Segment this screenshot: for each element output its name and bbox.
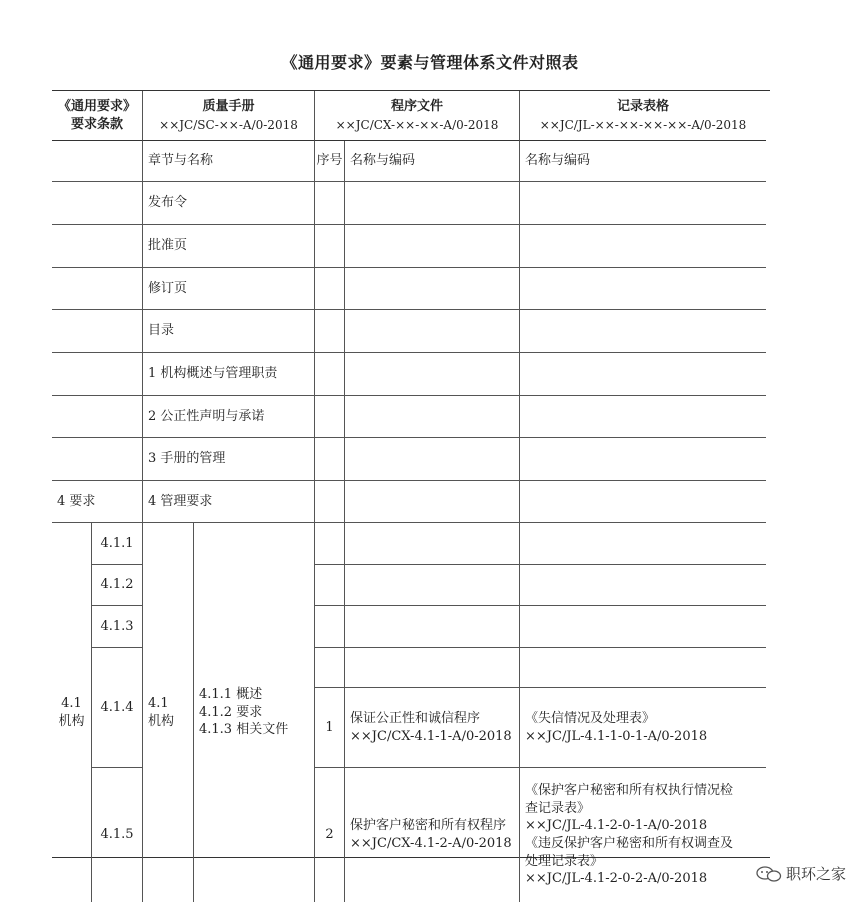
- wechat-icon: [756, 866, 782, 882]
- table-cell: [52, 353, 143, 396]
- table-cell: [315, 225, 345, 268]
- table-cell: [52, 438, 143, 481]
- table-cell: [315, 523, 345, 565]
- table-cell: [520, 606, 766, 648]
- table-cell: [520, 353, 766, 396]
- table-cell: [52, 310, 143, 353]
- procedure-seq-1: 1: [315, 688, 345, 768]
- procedure-2: [345, 768, 520, 902]
- manual-row-release: 发布令: [143, 182, 315, 225]
- header-manual-code: ××JC/SC-××-A/0-2018: [159, 118, 298, 133]
- sub-clause-4-1-1: 4.1.1: [92, 523, 143, 565]
- table-cell: [520, 310, 766, 353]
- header-clause-line2: 要求条款: [70, 116, 123, 132]
- record-2-line1: 《保护客户秘密和所有权执行情况检: [525, 783, 734, 799]
- record-1-code: ××JC/JL-4.1-1-0-1-A/0-2018: [525, 728, 708, 744]
- watermark-text: 职环之家: [785, 865, 846, 883]
- manual-4-1-org: [143, 523, 194, 902]
- header-manual: [143, 91, 315, 141]
- table-cell: [345, 268, 520, 310]
- table-cell: [315, 565, 345, 606]
- table-cell: [520, 648, 766, 688]
- manual-4-1-subsections: [194, 523, 315, 902]
- table-cell: [315, 438, 345, 481]
- table-cell: [345, 310, 520, 353]
- table-cell: [520, 268, 766, 310]
- table-cell: [345, 606, 520, 648]
- record-2-line3: ××JC/JL-4.1-2-0-1-A/0-2018: [525, 818, 708, 834]
- manual-row-revision: 修订页: [143, 268, 315, 310]
- record-2-line5: 处理记录表》: [525, 853, 604, 869]
- procedure-seq-2: 2: [315, 768, 345, 902]
- manual-row-section1: 1 机构概述与管理职责: [143, 353, 315, 396]
- table-cell: [345, 481, 520, 523]
- table-cell: [345, 523, 520, 565]
- header-procedure-title: 程序文件: [390, 98, 443, 114]
- manual-row-section2: 2 公正性声明与承诺: [143, 396, 315, 438]
- comparison-table: [52, 90, 770, 887]
- clause-4-1-label: 机构: [58, 713, 85, 729]
- subheader-rec-name: 名称与编码: [520, 141, 766, 182]
- header-procedure-code: ××JC/CX-××-××-A/0-2018: [335, 118, 499, 133]
- table-cell: [315, 310, 345, 353]
- table-cell: [315, 648, 345, 688]
- manual-row-mgmt-req: 4 管理要求: [143, 481, 315, 523]
- table-cell: [315, 481, 345, 523]
- subheader-clause-empty: [52, 141, 143, 182]
- procedure-2-name: 保护客户秘密和所有权程序: [350, 818, 507, 834]
- table-cell: [315, 353, 345, 396]
- table-cell: [345, 225, 520, 268]
- table-cell: [345, 353, 520, 396]
- sub-clause-4-1-4: 4.1.4: [92, 648, 143, 768]
- manual-sub-overview: 4.1.1 概述: [199, 687, 263, 703]
- subheader-proc-name: 名称与编码: [345, 141, 520, 182]
- table-cell: [315, 182, 345, 225]
- table-cell: [345, 438, 520, 481]
- sub-clause-4-1-2: 4.1.2: [92, 565, 143, 606]
- table-cell: [52, 396, 143, 438]
- table-cell: [52, 268, 143, 310]
- header-clause: [52, 91, 143, 141]
- table-cell: [520, 396, 766, 438]
- table-cell: [345, 396, 520, 438]
- header-procedure: [315, 91, 520, 141]
- clause-requirements: 4 要求: [52, 481, 143, 523]
- record-2: [520, 768, 766, 902]
- procedure-1-name: 保证公正性和诚信程序: [350, 710, 481, 726]
- manual-sub-related-docs: 4.1.3 相关文件: [199, 722, 289, 738]
- table-cell: [52, 182, 143, 225]
- record-1-name: 《失信情况及处理表》: [525, 710, 656, 726]
- record-2-line6: ××JC/JL-4.1-2-0-2-A/0-2018: [525, 871, 708, 887]
- manual-row-toc: 目录: [143, 310, 315, 353]
- manual-4-1-number: 4.1: [148, 695, 169, 711]
- table-cell: [315, 268, 345, 310]
- sub-clause-4-1-3: 4.1.3: [92, 606, 143, 648]
- record-1: [520, 688, 766, 768]
- table-cell: [345, 565, 520, 606]
- subheader-seq: 序号: [315, 141, 345, 182]
- manual-4-1-label: 机构: [148, 713, 175, 729]
- page-title: 《通用要求》要素与管理体系文件对照表: [281, 53, 579, 72]
- clause-4-1-org: [52, 523, 92, 902]
- clause-4-1-number: 4.1: [61, 695, 82, 711]
- manual-sub-requirements: 4.1.2 要求: [199, 704, 263, 720]
- table-cell: [52, 225, 143, 268]
- table-cell: [345, 648, 520, 688]
- table-cell: [520, 481, 766, 523]
- record-2-line2: 查记录表》: [525, 800, 591, 816]
- table-cell: [520, 565, 766, 606]
- table-cell: [520, 182, 766, 225]
- record-2-line4: 《违反保护客户秘密和所有权调查及: [525, 836, 734, 851]
- header-record: [520, 91, 766, 141]
- manual-row-approval: 批准页: [143, 225, 315, 268]
- header-clause-line1: 《通用要求》: [57, 98, 136, 114]
- sub-clause-4-1-5: 4.1.5: [92, 768, 143, 902]
- procedure-1-code: ××JC/CX-4.1-1-A/0-2018: [350, 728, 512, 744]
- procedure-1: [345, 688, 520, 768]
- header-manual-title: 质量手册: [202, 98, 255, 114]
- table-cell: [345, 182, 520, 225]
- manual-row-section3: 3 手册的管理: [143, 438, 315, 481]
- table-cell: [520, 523, 766, 565]
- table-cell: [315, 606, 345, 648]
- watermark: [756, 863, 846, 884]
- table-cell: [315, 396, 345, 438]
- procedure-2-code: ××JC/CX-4.1-2-A/0-2018: [350, 836, 512, 851]
- subheader-chapter-name: 章节与名称: [143, 141, 315, 182]
- table-cell: [520, 225, 766, 268]
- header-record-title: 记录表格: [616, 98, 669, 114]
- table-cell: [520, 438, 766, 481]
- header-record-code: ××JC/JL-××-××-××-××-A/0-2018: [539, 118, 747, 133]
